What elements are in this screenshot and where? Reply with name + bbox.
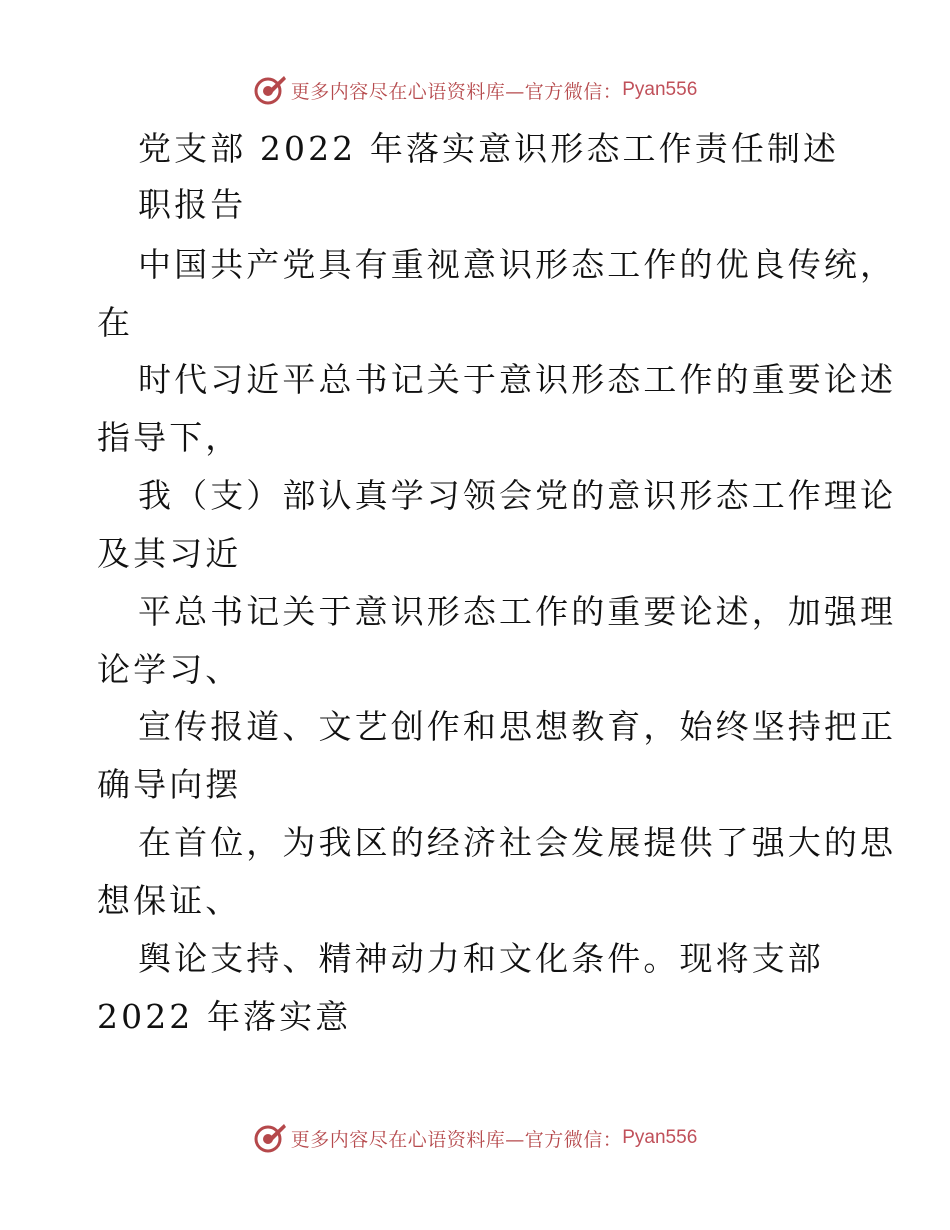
footer-watermark [0, 1118, 950, 1158]
paragraph-line: 在 [97, 303, 134, 342]
paragraph-line: 确导向摆 [97, 765, 242, 804]
paragraph-line: 宣传报道、文艺创作和思想教育，始终坚持把正 [138, 707, 897, 746]
paragraph-line: 指导下， [97, 418, 242, 457]
paragraph-line: 2022 年落实意 [97, 997, 352, 1036]
watermark-wechat-id: Pyan556 [622, 79, 698, 100]
title-line-1: 党支部 2022 年落实意识形态工作责任制述 [138, 129, 840, 168]
watermark-text: 更多内容尽在心语资料库—官方微信： [290, 1128, 623, 1151]
document-body [0, 120, 950, 1070]
pen-logo-icon [253, 73, 287, 107]
paragraph-line: 时代习近平总书记关于意识形态工作的重要论述 [138, 360, 897, 399]
paragraph-line: 我（支）部认真学习领会党的意识形态工作理论 [138, 476, 897, 515]
header-watermark [0, 70, 950, 110]
paragraph-line: 及其习近 [97, 534, 242, 573]
paragraph-line: 想保证、 [97, 881, 242, 920]
paragraph-line: 平总书记关于意识形态工作的重要论述，加强理 [138, 592, 897, 631]
paragraph-line: 在首位，为我区的经济社会发展提供了强大的思 [138, 823, 897, 862]
paragraph-line: 论学习、 [97, 650, 242, 689]
pen-logo-icon [253, 1121, 287, 1155]
paragraph-line: 舆论支持、精神动力和文化条件。现将支部 [138, 939, 824, 978]
watermark-text: 更多内容尽在心语资料库—官方微信： [290, 80, 623, 103]
title-line-2: 职报告 [138, 185, 247, 224]
paragraph-line: 中国共产党具有重视意识形态工作的优良传统， [138, 245, 897, 284]
watermark-wechat-id: Pyan556 [622, 1127, 698, 1148]
